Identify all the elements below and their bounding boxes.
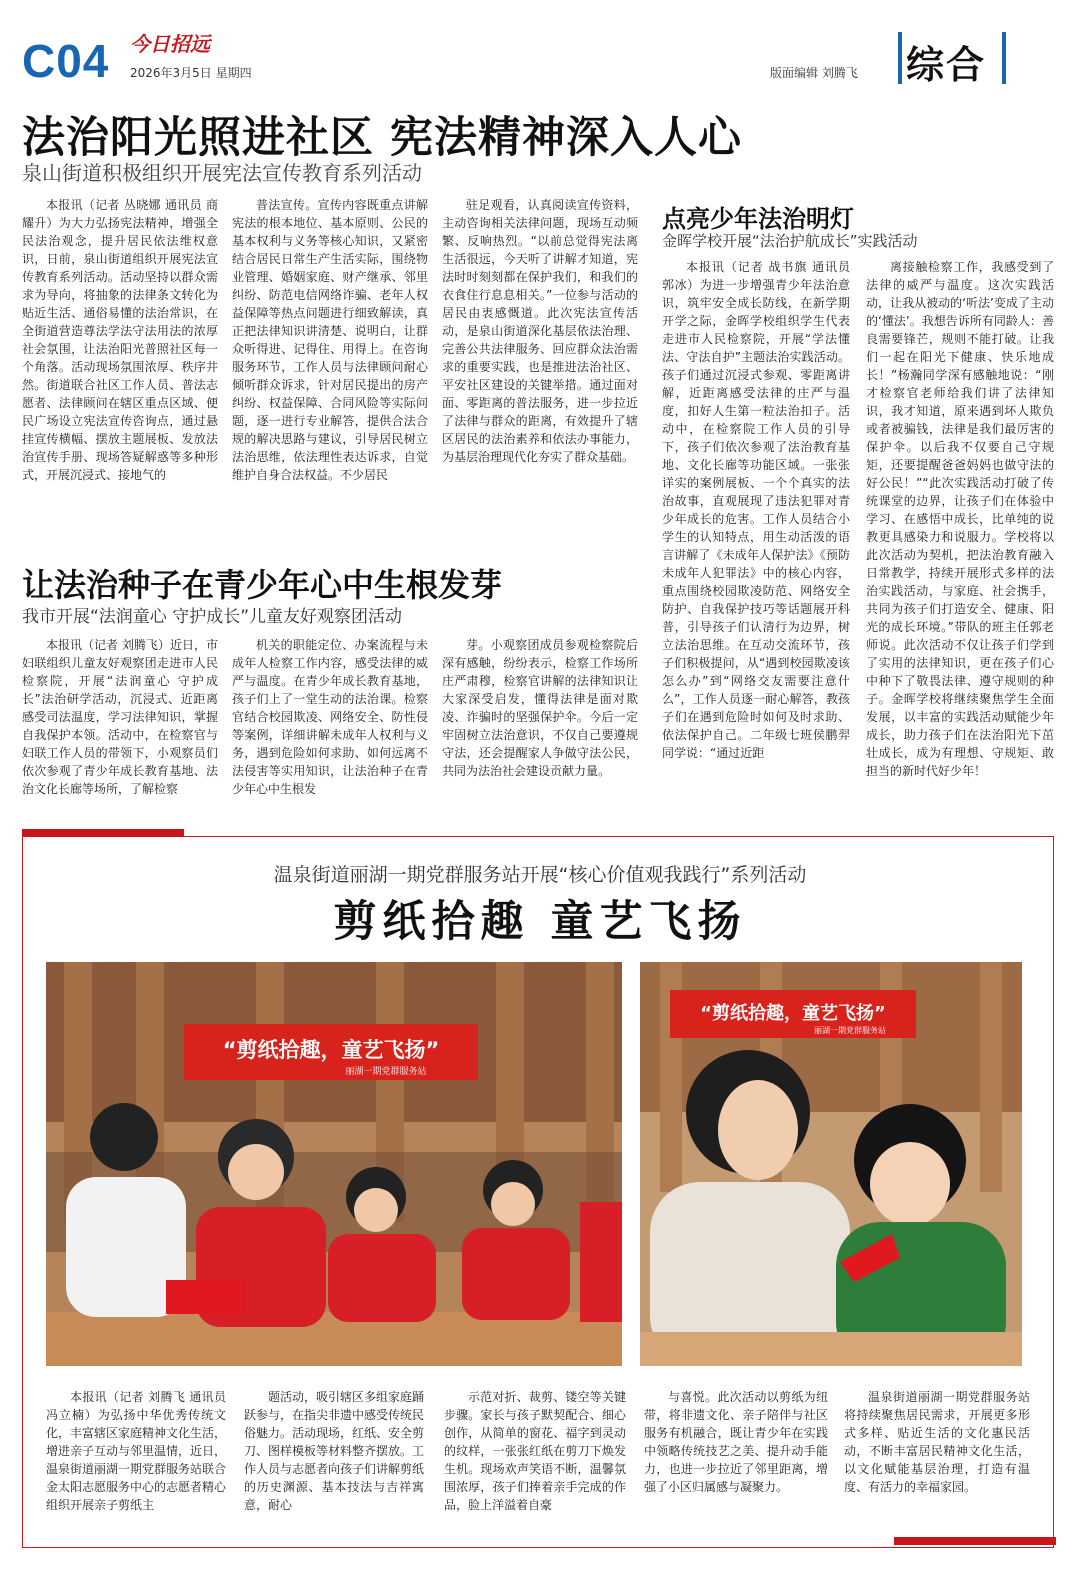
- masthead: [22, 28, 1058, 90]
- headline-constitution: 法治阳光照进社区 宪法精神深入人心: [22, 113, 742, 163]
- section-divider-left: [898, 32, 902, 84]
- subhead-youth-law: 我市开展“法润童心 守护成长”儿童友好观察团活动: [22, 607, 403, 627]
- photo-illustration: [640, 962, 1022, 1366]
- subhead-school-law: 金晖学校开展“法治护航成长”实践活动: [662, 232, 918, 250]
- banner-text: “剪纸拾趣，童艺飞扬”: [700, 1003, 886, 1024]
- photo-children-papercut: [46, 962, 622, 1366]
- section-name: 综合: [906, 43, 987, 87]
- headline-school-law: 点亮少年法治明灯: [662, 205, 854, 233]
- article-column: 本报讯（记者 战书旗 通讯员 郭冰）为进一步增强青少年法治意识，筑牢安全成长防线，在新学期开学之际，金晖学校组织学生代表走进市人民检察院，开展“学法懂法、守法自护”主题法治实践活动。孩子们通过沉浸式参观、零距离讲解，近距离感受法律的庄严与温度，扣好人生第一粒法治扣子。活动中，在检察院工作人员的引导下，孩子们依次参观了法治教育基地、文化长廊等功能区域。一张张详实的案例展板、一个个真实的法治故事，直观展现了违法犯罪对青少年成长的危害。工作人员结合小学生的认知特点，用生动活泼的语言讲解了《未成年人保护法》《预防未成年人犯罪法》中的核心内容，重点围绕校园欺凌防范、网络安全防护、自我保护技巧等话题展开科普，引导孩子们认清行为边界，树立法治思维。在互动交流环节，孩子们积极提问，从“遇到校园欺凌该怎么办”到“网络交友需要注意什么”，工作人员逐一耐心解答，教孩子们在遇到危险时如何及时求助、依法保护自己。二年级七班侯鹏羿同学说：“通过近距: [662, 260, 850, 760]
- subhead-constitution: 泉山街道积极组织开展宪法宣传教育系列活动: [22, 161, 422, 185]
- section-divider-right: [1002, 32, 1006, 84]
- article-column: 机关的职能定位、办案流程与未成年人检察工作内容，感受法律的威严与温度。在青少年成长教育基地，孩子们上了一堂生动的法治课。检察官结合校园欺凌、网络安全、防性侵等案例，详细讲解未成年人权利与义务，遇到危险如何求助、如何远离不法侵害等实用知识，让法治种子在青少年心中生根发: [232, 638, 428, 796]
- headline-youth-law: 让法治种子在青少年心中生根发芽: [22, 566, 503, 604]
- article-column: 温泉街道丽湖一期党群服务站将持续聚焦居民需求，开展更多形式多样、贴近生活的文化惠民活动，不断丰富居民精神文化生活，以文化赋能基层治理，打造有温度、有活力的幸福家园。: [844, 1390, 1030, 1494]
- photo-mother-son-papercut: [640, 962, 1022, 1366]
- box-accent-bar: [894, 1537, 1056, 1545]
- subhead-papercut: 温泉街道丽湖一期党群服务站开展“核心价值观我践行”系列活动: [273, 864, 807, 886]
- article-column: 普法宣传。宣传内容既重点讲解宪法的根本地位、基本原则、公民的基本权利与义务等核心知识，又紧密结合居民日常生产生活实际，围绕物业管理、婚姻家庭、财产继承、邻里纠纷、防范电信网络诈骗、老年人权益保障等热点问题进行细致解读，真正把法律知识讲清楚、说明白，让群众听得进、记得住、用得上。在咨询服务环节，工作人员与法律顾问耐心倾听群众诉求，针对居民提出的房产纠纷、权益保障、合同风险等实际问题，逐一进行专业解答，提供合法合规的解决思路与建议，引导居民树立法治思维，依法理性表达诉求，自觉维护自身合法权益。不少居民: [232, 198, 428, 482]
- paper-logo: 今日招远: [130, 32, 210, 56]
- headline-papercut: 剪纸拾趣 童艺飞扬: [333, 897, 747, 947]
- article-column: 本报讯（记者 刘腾飞）近日，市妇联组织儿童友好观察团走进市人民检察院，开展“法润童心 守护成长”法治研学活动，沉浸式、近距离感受司法温度，学习法律知识，掌握自我保护本领。活动中，在检察官与妇联工作人员的带领下，小观察员们依次参观了青少年成长教育基地、法治文化长廊等场所，了解检察: [22, 638, 218, 796]
- article-column: 题活动，吸引辖区多组家庭踊跃参与，在指尖非遗中感受传统民俗魅力。活动现场，红纸、安全剪刀、图样模板等材料整齐摆放。工作人员与志愿者向孩子们讲解剪纸的历史渊源、基本技法与吉祥寓意，耐心: [244, 1390, 424, 1512]
- banner-subtext: 丽湖一期党群服务站: [345, 1067, 427, 1077]
- article-column: 与喜悦。此次活动以剪纸为纽带，将非遗文化、亲子陪伴与社区服务有机融合，既让青少年在实践中领略传统技艺之美、提升动手能力，也进一步拉近了邻里距离，增强了小区归属感与凝聚力。: [644, 1390, 828, 1494]
- article-column: 本报讯（记者 丛晓娜 通讯员 商耀升）为大力弘扬宪法精神，增强全民法治观念，提升居民依法维权意识，日前，泉山街道组织开展宪法宣传教育系列活动。活动坚持以群众需求为导向，将抽象的法律条文转化为贴近生活、通俗易懂的法治常识，在全街道营造尊法学法守法用法的浓厚社会氛围，让法治阳光普照社区每一个角落。活动现场氛围浓厚、秩序井然。街道联合社区工作人员、普法志愿者、法律顾问在辖区重点区域、便民广场设立宪法宣传咨询点，通过悬挂宣传横幅、摆放主题展板、发放法治宣传手册、现场答疑解惑等多种形式，开展沉浸式、接地气的: [22, 198, 218, 482]
- article-column: 离接触检察工作，我感受到了法律的威严与温度。这次实践活动，让我从被动的‘听法’变成了主动的‘懂法’。我想告诉所有同龄人：善良需要锋芒，规则不能打破。让我们一起在阳光下健康、快乐地成长！”杨瀚同学深有感触地说：“刚才检察官老师给我们讲了法律知识，我才知道，原来遇到坏人欺负或者被骗钱，法律是我们最厉害的保护伞。以后我不仅要自己守规矩，还要提醒爸爸妈妈也做守法的好公民！”“此次实践活动打破了传统课堂的边界，让孩子们在体验中学习、在感悟中成长，比单纯的说教更具感染力和说服力。学校将以此次活动为契机，把法治教育融入日常教学，持续开展形式多样的法治实践活动，与家庭、社会携手，共同为孩子们打造安全、健康、阳光的成长环境。”带队的班主任郭老师说。此次活动不仅让孩子们学到了实用的法律知识，更在孩子们心中种下了敬畏法律、遵守规则的种子。金晖学校将继续聚焦学生全面发展，以丰富的实践活动赋能少年成长，助力孩子们在法治阳光下茁壮成长，成为有理想、守规矩、敢担当的新时代好少年！: [866, 260, 1054, 778]
- photo-illustration: [46, 962, 622, 1366]
- banner-subtext: 丽湖一期党群服务站: [814, 1026, 886, 1035]
- banner-text: “剪纸拾趣，童艺飞扬”: [222, 1038, 440, 1062]
- article-column: 驻足观看，认真阅读宣传资料，主动咨询相关法律问题，现场互动频繁、反响热烈。“以前总觉得宪法离生活很远，今天听了讲解才知道，宪法时时刻刻都在保护我们，和我们的衣食住行息息相关。”一位参与活动的居民由衷感慨道。此次宪法宣传活动，是泉山街道深化基层依法治理、完善公共法律服务、回应群众法治需求的重要实践，也是推进法治社区、平安社区建设的关键举措。通过面对面、零距离的普法服务，进一步拉近了法律与群众的距离，有效提升了辖区居民的法治素养和依法办事能力，为基层治理现代化夯实了群众基础。: [442, 198, 638, 464]
- article-column: 示范对折、裁剪、镂空等关键步骤。家长与孩子默契配合、细心创作，从简单的窗花、福字到灵动的纹样，一张张红纸在剪刀下焕发生机。现场欢声笑语不断，温馨氛围浓厚，孩子们捧着亲手完成的作品，脸上洋溢着自豪: [444, 1390, 626, 1512]
- article-column: 本报讯（记者 刘腾飞 通讯员 冯立楠）为弘扬中华优秀传统文化，丰富辖区家庭精神文化生活，增进亲子互动与邻里温情，近日，温泉街道丽湖一期党群服务站联合金太阳志愿服务中心的志愿者精心组织开展亲子剪纸主: [46, 1390, 226, 1512]
- page-editor: 版面编辑 刘腾飞: [770, 66, 858, 80]
- article-column: 芽。小观察团成员参观检察院后深有感触，纷纷表示，检察工作场所庄严肃穆，检察官讲解的法律知识让大家深受启发，懂得法律是面对欺凌、诈骗时的坚强保护伞。今后一定牢固树立法治意识，不仅自己要遵规守法，还会提醒家人争做守法公民，共同为法治社会建设贡献力量。: [442, 638, 638, 778]
- page-code: C04: [22, 35, 110, 87]
- publication-date: 2026年3月5日 星期四: [130, 66, 252, 80]
